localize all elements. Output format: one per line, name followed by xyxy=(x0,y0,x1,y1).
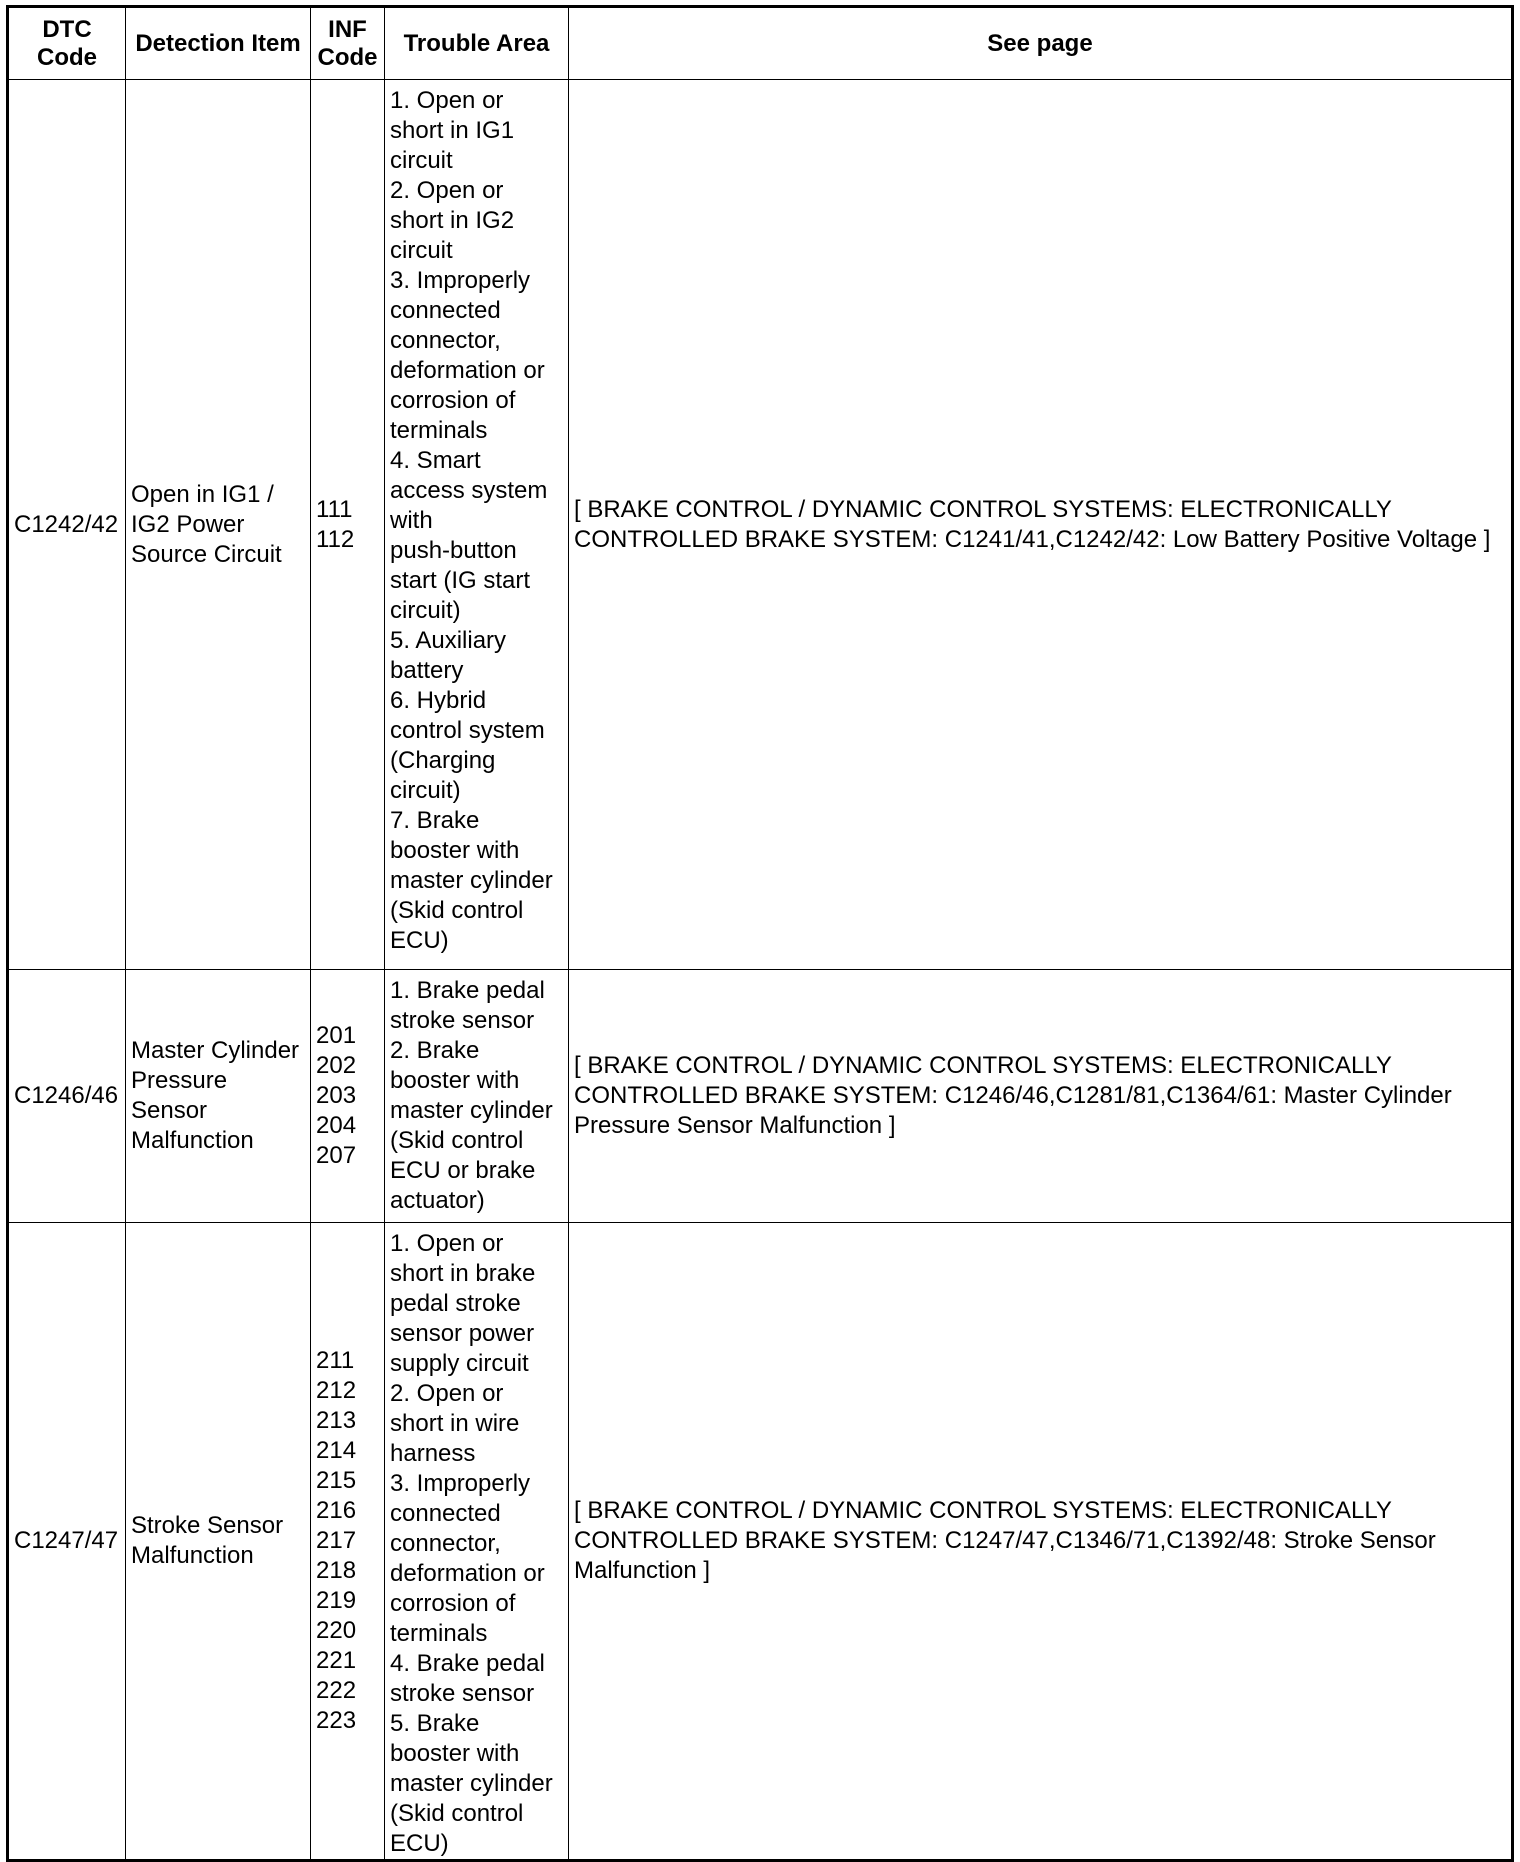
trouble-area-line: 4. Brake pedal xyxy=(390,1650,545,1677)
trouble-area-line: connector, xyxy=(390,327,501,354)
trouble-area-line: 5. Auxiliary xyxy=(390,627,507,654)
trouble-area-line: circuit) xyxy=(390,777,461,804)
inf-code: 223 xyxy=(316,1707,357,1734)
header-inf-code: INF Code xyxy=(311,7,385,80)
trouble-area-line: circuit xyxy=(390,237,453,264)
inf-code: 112 xyxy=(316,525,355,553)
inf-code: 212 xyxy=(316,1377,357,1404)
trouble-area-line: connected xyxy=(390,1500,501,1527)
trouble-area-line: circuit xyxy=(390,147,453,174)
table-row xyxy=(8,970,1513,1223)
inf-code-cell xyxy=(311,80,385,970)
header-dtc-code: DTC Code xyxy=(8,7,126,80)
inf-code: 217 xyxy=(316,1527,357,1554)
trouble-area-line: terminals xyxy=(390,1620,488,1647)
trouble-area-line: booster with xyxy=(390,1067,520,1094)
inf-code: 218 xyxy=(316,1557,357,1584)
trouble-area-line: 1. Open or xyxy=(390,1230,504,1257)
trouble-area-line: 1. Brake pedal xyxy=(390,977,545,1004)
trouble-area-line: 6. Hybrid xyxy=(390,687,487,714)
inf-code: 213 xyxy=(316,1407,357,1434)
trouble-area-line: 2. Brake xyxy=(390,1037,480,1064)
inf-code: 215 xyxy=(316,1467,357,1494)
trouble-area-line: stroke sensor xyxy=(390,1680,535,1707)
dtc-code-cell: C1247/47 xyxy=(8,1223,126,1861)
inf-code: 203 xyxy=(316,1082,357,1109)
trouble-area-line: (Skid control xyxy=(390,897,524,924)
inf-code: 202 xyxy=(316,1052,357,1079)
trouble-area-cell xyxy=(385,970,569,1223)
trouble-area-line: ECU) xyxy=(390,927,449,954)
dtc-code-cell: C1242/42 xyxy=(8,80,126,970)
header-detection-item: Detection Item xyxy=(126,7,311,80)
trouble-area-line: short in IG2 xyxy=(390,207,515,234)
trouble-area-line: control system xyxy=(390,717,545,744)
see-page-link[interactable]: [ BRAKE CONTROL / DYNAMIC CONTROL SYSTEMS: ELECTRONICALLY CONTROLLED BRAKE SYSTEM: C1247/47,C1346/71,C1392/48: Stroke Sensor Malfunction ] xyxy=(569,1223,1513,1861)
inf-code: 214 xyxy=(316,1437,357,1464)
header-see-page: See page xyxy=(569,7,1513,80)
trouble-area-line: supply circuit xyxy=(390,1350,529,1377)
trouble-area-line: connected xyxy=(390,297,501,324)
inf-code: 201 xyxy=(316,1022,357,1049)
trouble-area-line: master cylinder xyxy=(390,1770,553,1797)
detection-item-cell: Master Cylinder Pressure Sensor Malfunction xyxy=(126,970,311,1223)
table-row xyxy=(8,80,1513,970)
trouble-area-line: 2. Open or xyxy=(390,177,504,204)
trouble-area-line: master cylinder xyxy=(390,867,553,894)
inf-code: 207 xyxy=(316,1142,357,1169)
dtc-code-cell: C1246/46 xyxy=(8,970,126,1223)
trouble-area-line: 3. Improperly xyxy=(390,1470,531,1497)
trouble-area-line: pedal stroke xyxy=(390,1290,521,1317)
trouble-area-line: short in IG1 xyxy=(390,117,515,144)
trouble-area-line: actuator) xyxy=(390,1187,485,1214)
trouble-area-line: battery xyxy=(390,657,464,684)
trouble-area-line: 2. Open or xyxy=(390,1380,504,1407)
inf-code: 204 xyxy=(316,1112,357,1139)
trouble-area-line: 1. Open or xyxy=(390,87,504,114)
dtc-table xyxy=(6,5,1514,1862)
trouble-area-line: corrosion of xyxy=(390,387,516,414)
detection-item-cell: Stroke Sensor Malfunction xyxy=(126,1223,311,1861)
inf-code: 111 xyxy=(316,495,353,523)
inf-code: 219 xyxy=(316,1587,357,1614)
header-row xyxy=(8,7,1513,80)
inf-code: 222 xyxy=(316,1677,357,1704)
see-page-link[interactable]: [ BRAKE CONTROL / DYNAMIC CONTROL SYSTEMS: ELECTRONICALLY CONTROLLED BRAKE SYSTEM: C1246/46,C1281/81,C1364/61: Master Cylinder Pressure Sensor Malfunction ] xyxy=(569,970,1513,1223)
detection-item-cell: Open in IG1 / IG2 Power Source Circuit xyxy=(126,80,311,970)
trouble-area-line: (Skid control xyxy=(390,1800,524,1827)
trouble-area-line: stroke sensor xyxy=(390,1007,535,1034)
trouble-area-line: terminals xyxy=(390,417,488,444)
trouble-area-line: master cylinder xyxy=(390,1097,553,1124)
trouble-area-line: corrosion of xyxy=(390,1590,516,1617)
inf-code: 220 xyxy=(316,1617,357,1644)
trouble-area-line: sensor power xyxy=(390,1320,535,1347)
trouble-area-line: short in wire xyxy=(390,1410,520,1437)
trouble-area-line: access system xyxy=(390,477,548,504)
trouble-area-line: ECU or brake xyxy=(390,1157,536,1184)
trouble-area-line: deformation or xyxy=(390,1560,545,1587)
trouble-area-line: push-button xyxy=(390,537,517,564)
inf-code: 211 xyxy=(316,1347,355,1374)
trouble-area-cell xyxy=(385,80,569,970)
trouble-area-line: booster with xyxy=(390,1740,520,1767)
inf-code-cell xyxy=(311,1223,385,1861)
trouble-area-line: deformation or xyxy=(390,357,545,384)
trouble-area-line: ECU) xyxy=(390,1830,449,1857)
trouble-area-line: circuit) xyxy=(390,597,461,624)
inf-code: 221 xyxy=(316,1647,357,1674)
trouble-area-line: 3. Improperly xyxy=(390,267,531,294)
inf-code: 216 xyxy=(316,1497,357,1524)
trouble-area-line: start (IG start xyxy=(390,567,531,594)
trouble-area-line: 5. Brake xyxy=(390,1710,480,1737)
header-trouble-area: Trouble Area xyxy=(385,7,569,80)
inf-code-cell xyxy=(311,970,385,1223)
trouble-area-cell xyxy=(385,1223,569,1861)
trouble-area-line: booster with xyxy=(390,837,520,864)
trouble-area-line: 4. Smart xyxy=(390,447,481,474)
see-page-link[interactable]: [ BRAKE CONTROL / DYNAMIC CONTROL SYSTEMS: ELECTRONICALLY CONTROLLED BRAKE SYSTEM: C1241/41,C1242/42: Low Battery Positive Voltage ] xyxy=(569,80,1513,970)
trouble-area-line: (Skid control xyxy=(390,1127,524,1154)
trouble-area-line: harness xyxy=(390,1440,476,1467)
trouble-area-line: connector, xyxy=(390,1530,501,1557)
trouble-area-line: short in brake xyxy=(390,1260,536,1287)
trouble-area-line: (Charging xyxy=(390,747,496,774)
trouble-area-line: 7. Brake xyxy=(390,807,480,834)
table-row xyxy=(8,1223,1513,1861)
trouble-area-line: with xyxy=(390,507,433,534)
